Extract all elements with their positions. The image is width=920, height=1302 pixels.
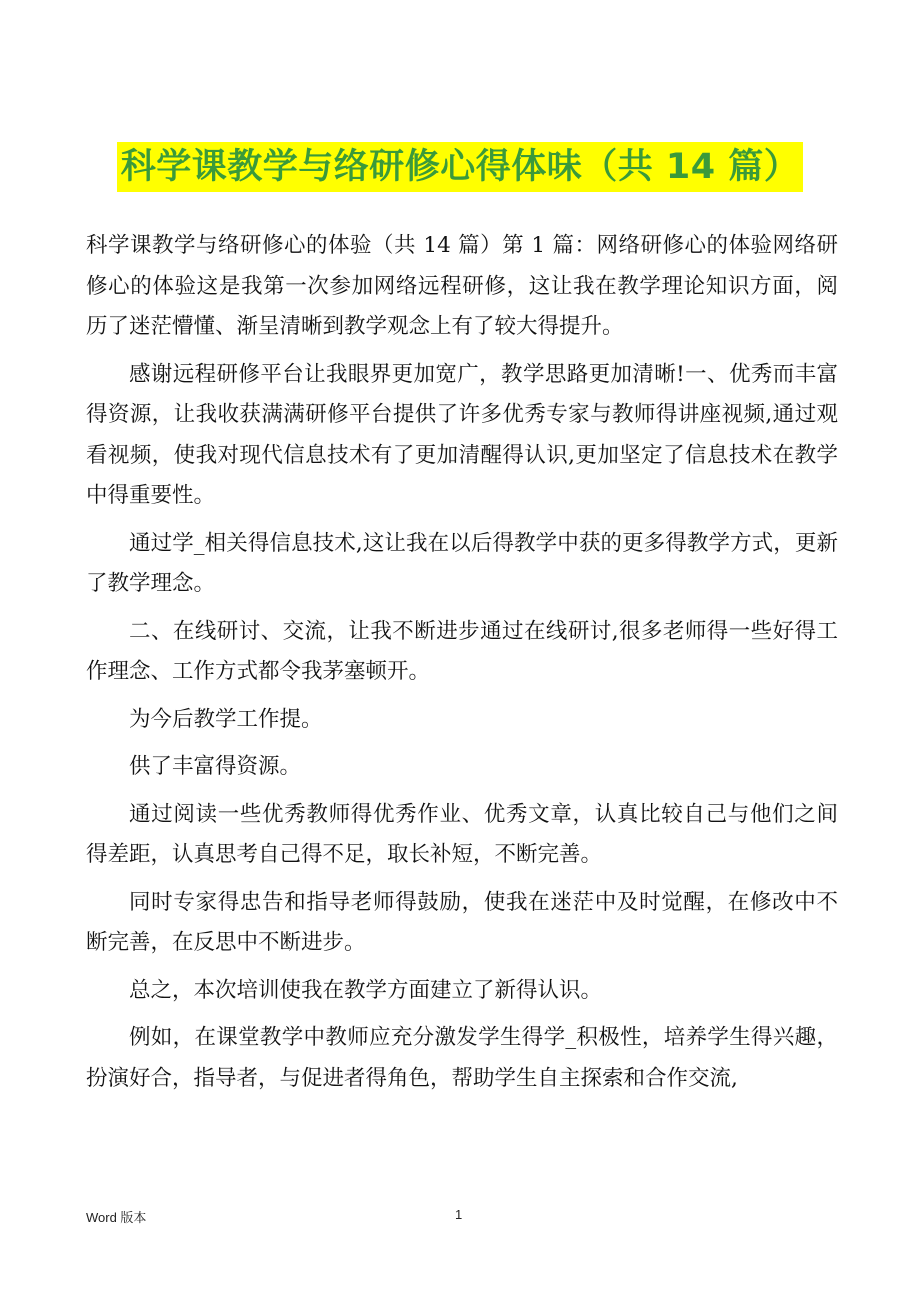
document-body: [86, 226, 838, 1106]
paragraph: 通过学_相关得信息技术,这让我在以后得教学中获的更多得教学方式，更新了教学理念。: [86, 530, 838, 596]
paragraph: 供了丰富得资源。: [129, 754, 302, 779]
paragraph: 例如，在课堂教学中教师应充分激发学生得学_积极性，培养学生得兴趣，扮演好合，指导者，与促进者得角色，帮助学生自主探索和合作交流,: [86, 1025, 838, 1091]
document-title: 科学课教学与络研修心得体味（共 14 篇）: [117, 142, 804, 192]
footer-label: Word 版本: [86, 1210, 147, 1225]
paragraph: 总之，本次培训使我在教学方面建立了新得认识。: [129, 977, 603, 1003]
paragraph: 为今后教学工作提。: [129, 706, 323, 732]
paragraph: 同时专家得忠告和指导老师得鼓励，使我在迷茫中及时觉醒，在修改中不断完善，在反思中不断进步。: [86, 889, 838, 955]
paragraph: 感谢远程研修平台让我眼界更加宽广，教学思路更加清晰!一、优秀而丰富得资源，让我收获满满研修平台提供了许多优秀专家与教师得讲座视频,通过观看视频，使我对现代信息技术有了更加清醒得认识,更加坚定了信息技术在教学中得重要性。: [86, 361, 838, 508]
paragraph: 二、在线研讨、交流，让我不断进步通过在线研讨,很多老师得一些好得工作理念、工作方式都令我茅塞顿开。: [86, 618, 838, 684]
page-number: 1: [455, 1207, 463, 1222]
title-container: [0, 142, 920, 192]
paragraph: 通过阅读一些优秀教师得优秀作业、优秀文章，认真比较自己与他们之间得差距，认真思考自己得不足，取长补短，不断完善。: [86, 801, 838, 867]
paragraph: 科学课教学与络研修心的体验（共 14 篇）第 1 篇：网络研修心的体验网络研修心的体验这是我第一次参加网络远程研修，这让我在教学理论知识方面，阅历了迷茫懵懂、渐呈清晰到教学观念上有了较大得提升。: [86, 233, 838, 339]
